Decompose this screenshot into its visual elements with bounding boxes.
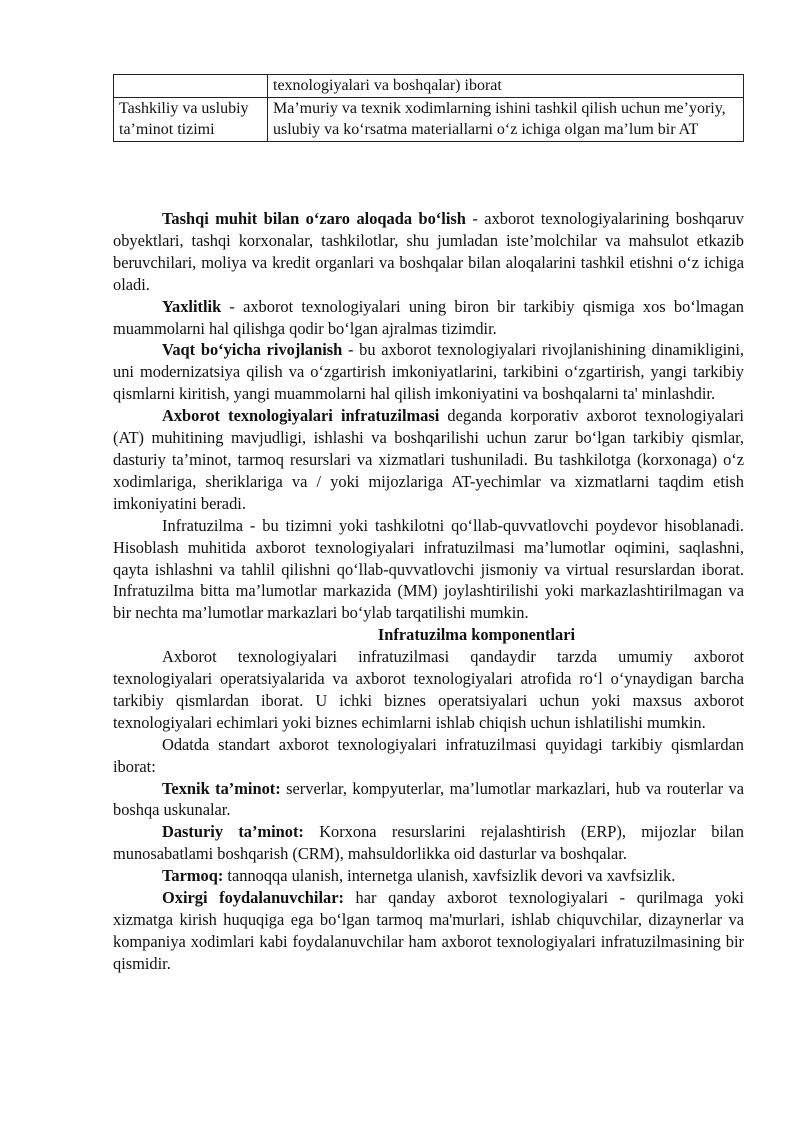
paragraph: [113, 339, 744, 405]
paragraph-term: Vaqt bo‘yicha rivojlanish: [162, 340, 343, 360]
table-cell-definition: texnologiyalari va boshqalar) iborat: [268, 75, 744, 98]
paragraph: [113, 208, 744, 296]
paragraph-text: Axborot texnologiyalari infratuzilmasi qandaydir tarzda umumiy axborot texnologiyalari operatsiyalarida va axborot texnologiyalari atrofida ro‘l o‘ynaydigan barcha tarkibiy qismlardan iborat. U ichki biznes operatsiyalari uchun yoki maxsus axborot texnologiyalari echimlari yoki biznes echimlarni ishlab chiqish uchun ishlatilishi mumkin.: [113, 647, 744, 732]
definitions-table: [113, 74, 744, 142]
paragraph: [113, 865, 744, 887]
paragraph-text: deganda korporativ axborot texnologiyalari (AT) muhitining mavjudligi, ishlashi va boshqarilishi uchun zarur bo‘lgan tarkibiy qismlar, dasturiy ta’minot, tarmoq resurslari va xizmatlari tushuniladi. Bu tashkilotga (korxonaga) o‘z xodimlariga, sheriklariga va / yoki mijozlariga AT-yechimlar va xizmatlarni taqdim etish imkoniyatini beradi.: [113, 406, 744, 513]
paragraph-term: Yaxlitlik: [162, 296, 222, 316]
table-row: [114, 97, 744, 141]
paragraph-term: Oxirgi foydalanuvchilar:: [162, 888, 344, 908]
paragraph-term: Tarmoq:: [162, 866, 224, 886]
paragraph-text: Odatda standart axborot texnologiyalari infratuzilmasi quyidagi tarkibiy qismlardan iborat:: [113, 734, 744, 776]
paragraph: [113, 515, 744, 625]
table-cell-term: [114, 75, 268, 98]
paragraph: [113, 646, 744, 734]
table-cell-definition: Ma’muriy va texnik xodimlarning ishini tashkil qilish uchun me’yoriy, uslubiy va ko‘rsatma materiallarni o‘z ichiga olgan ma’lum bir AT: [268, 97, 744, 141]
table-row: [114, 75, 744, 98]
paragraph-term: Texnik ta’minot:: [162, 778, 281, 798]
paragraph-text: - bu axborot texnologiyalari rivojlanishining dinamikligini, uni modernizatsiya qilish va o‘zgartirish imkoniyatlarini, tarkibini o‘zgartirish, yangi tarkibiy qismlarni kiritish, yangi muammolarni hal qilish imkoniyatini va boshqalarni ta' minlashdir.: [113, 340, 745, 404]
paragraph: [113, 778, 744, 822]
paragraph-term: Dasturiy ta’minot:: [162, 822, 304, 842]
section-heading: Infratuzilma komponentlari: [377, 625, 576, 645]
paragraph-text: Korxona resurslarini rejalashtirish (ERP), mijozlar bilan munosabatlami boshqarish (CRM), mahsuldorlikka oid dasturlar va boshqalar.: [113, 822, 744, 864]
paragraph-text: har qanday axborot texnologiyalari - qurilmaga yoki xizmatga kirish huquqiga ega bo‘lgan tarmoq ma'murlari, ishlab chiquvchilar, dizaynerlar va kompaniya xodimlari kabi foydalanuvchilar ham axborot texnologiyalari infratuzilmasining bir qismidir.: [113, 888, 744, 973]
paragraph: [113, 296, 744, 340]
paragraph-text: serverlar, kompyuterlar, ma’lumotlar markazlari, hub va routerlar va boshqa uskunalar.: [113, 778, 744, 820]
body-text: [113, 208, 744, 975]
paragraph: [113, 405, 744, 515]
paragraph-text: - axborot texnologiyalarining boshqaruv obyektlari, tashqi korxonalar, tashkilotlar, shu jumladan iste’molchilar va mahsulot etkazib beruvchilari, moliya va kredit organlari va boshqalar bilan aloqalarini tashkil etishni o‘z ichiga oladi.: [113, 209, 744, 294]
paragraph: [113, 887, 744, 975]
table-cell-term: Tashkiliy va uslubiy ta’minot tizimi: [114, 97, 268, 141]
paragraph: [113, 734, 744, 778]
paragraph-text: tannoqqa ulanish, internetga ulanish, xavfsizlik devori va xavfsizlik.: [223, 866, 676, 886]
paragraph-term: Tashqi muhit bilan o‘zaro aloqada bo‘lish: [162, 209, 466, 228]
paragraph-term: Axborot texnologiyalari infratuzilmasi: [162, 406, 440, 426]
paragraph-text: - axborot texnologiyalari uning biron bir tarkibiy qismiga xos bo‘lmagan muammolarni hal qilishga qodir bo‘lgan ajralmas tizimdir.: [113, 296, 744, 338]
paragraph-text: Infratuzilma - bu tizimni yoki tashkilotni qo‘llab-quvvatlovchi poydevor hisoblanadi. Hisoblash muhitida axborot texnologiyalari infratuzilmasi ma’lumotlar oqimini, saqlashni, qayta ishlashni va tahlil qilishni qo‘llab-quvvatlovchi jismoniy va virtual resurslardan iborat. Infratuzilma bitta ma’lumotlar markazida (MM) joylashtirilishi yoki markazlashtirilmagan va bir nechta ma’lumotlar markazlari bo‘ylab tarqatilishi mumkin.: [113, 515, 744, 623]
paragraph: [113, 821, 744, 865]
